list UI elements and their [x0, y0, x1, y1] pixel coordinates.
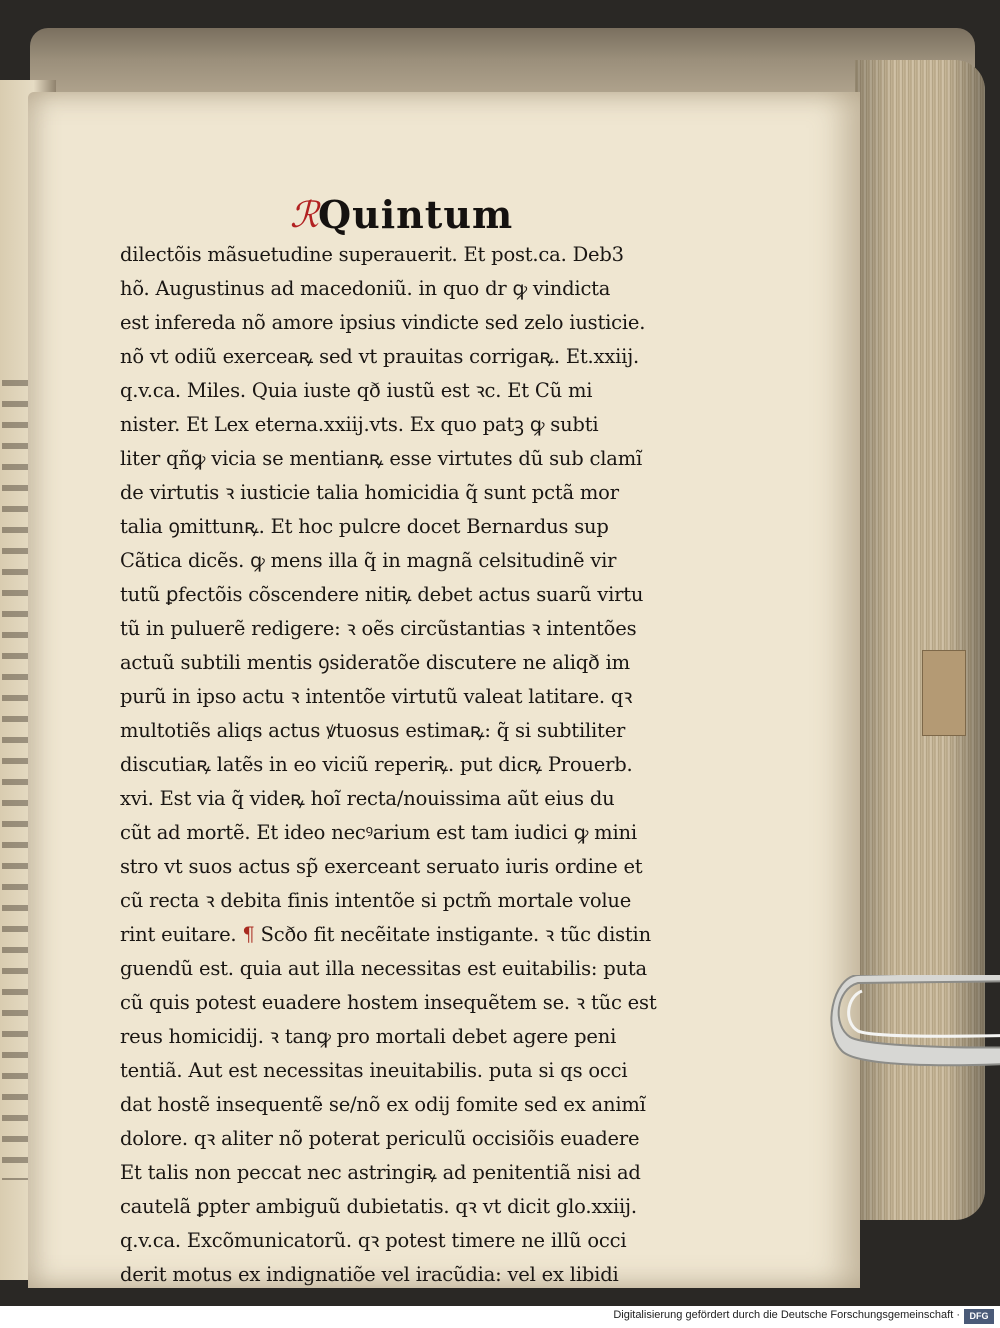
text-line: cũt ad mortẽ. Et ideo necꝰarium est tam iudici ꝙ mini	[120, 821, 637, 844]
text-line: guendũ est. quia aut illa necessitas est euitabilis: puta	[120, 957, 647, 980]
text-line: Et talis non peccat nec astringiꝶ ad penitentiã nisi ad	[120, 1161, 641, 1184]
footer-credit: Digitalisierung gefördert durch die Deutsche Forschungsgemeinschaft ·	[613, 1309, 960, 1321]
bookmark-ribbon	[922, 650, 966, 736]
text-line: stro vt suos actus sp̃ exerceant seruato iuris ordine et	[120, 855, 643, 878]
rubric-mark-icon: ℛ	[290, 195, 319, 235]
book-clamp	[828, 975, 1000, 1095]
text-line: purũ in ipso actu ꝛ intentõe virtutũ valeat latitare. qꝛ	[120, 685, 633, 708]
footer-bar	[0, 1306, 1000, 1328]
text-block	[120, 238, 708, 1292]
text-line: xvi. Est via q̃ videꝶ hoĩ recta/nouissima aũt eius du	[120, 787, 615, 810]
text-line: rint euitare. ¶ Scðo fit necẽitate instigante. ꝛ tũc distin	[120, 923, 651, 946]
text-line: nõ vt odiũ exerceaꝶ sed vt prauitas corrigaꝶ. Et.xxiij.	[120, 345, 640, 368]
text-line: tutũ ꝑfectõis cõscendere nitiꝶ debet actus suarũ virtu	[120, 583, 644, 606]
text-line: discutiaꝶ latẽs in eo viciũ reperiꝶ. put dicꝶ Prouerb.	[120, 753, 633, 776]
page-heading: Quintum	[318, 192, 514, 237]
text-line: q.v.ca. Excõmunicatorũ. qꝛ potest timere ne illũ occi	[120, 1229, 627, 1252]
text-line: tentiã. Aut est necessitas ineuitabilis. puta si qs occi	[120, 1059, 628, 1082]
text-line: q.v.ca. Miles. Quia iuste qð iustũ est ꝛc. Et Cũ mi	[120, 379, 593, 402]
text-line: de virtutis ꝛ iusticie talia homicidia q̃ sunt pctã mor	[120, 481, 619, 504]
text-line: actuũ subtili mentis ꝯsideratõe discutere ne aliqð im	[120, 651, 630, 674]
text-line: tũ in puluerẽ redigere: ꝛ oẽs circũstantias ꝛ intentões	[120, 617, 637, 640]
text-line: hõ. Augustinus ad macedoniũ. in quo dr ꝙ vindicta	[120, 277, 611, 300]
text-line: cũ quis potest euadere hostem insequẽtem se. ꝛ tũc est	[120, 991, 657, 1014]
text-line: liter qñꝙ vicia se mentianꝶ esse virtutes dũ sub clamĩ	[120, 447, 643, 470]
text-line: talia ꝯmittunꝶ. Et hoc pulcre docet Bernardus sup	[120, 515, 609, 538]
text-line: dolore. qꝛ aliter nõ poterat periculũ occisiõis euadere	[120, 1127, 640, 1150]
text-line: dilectõis mãsuetudine superauerit. Et post.ca. Deb3	[120, 243, 624, 266]
text-line: nister. Et Lex eterna.xxiij.vts. Ex quo patꝫ ꝙ subti	[120, 413, 599, 436]
text-line: reus homicidij. ꝛ tanꝙ pro mortali debet agere peni	[120, 1025, 617, 1048]
text-line: dat hostẽ insequentẽ se/nõ ex odij fomite sed ex animĩ	[120, 1093, 646, 1116]
text-line: cũ recta ꝛ debita finis intentõe si pctm̃ mortale volue	[120, 889, 632, 912]
text-line: multotiẽs aliqs actus ꝟtuosus estimaꝶ: q̃ si subtiliter	[120, 719, 626, 742]
text-line: derit motus ex indignatiõe vel iracũdia: vel ex libidi	[120, 1263, 619, 1286]
dfg-logo: DFG	[964, 1309, 994, 1324]
text-line: cautelã ꝑpter ambiguũ dubietatis. qꝛ vt dicit glo.xxiij.	[120, 1195, 637, 1218]
text-line: Cãtica dicẽs. ꝙ mens illa q̃ in magnã celsitudinẽ vir	[120, 549, 617, 572]
text-line: est infereda nõ amore ipsius vindicte sed zelo iusticie.	[120, 311, 646, 334]
